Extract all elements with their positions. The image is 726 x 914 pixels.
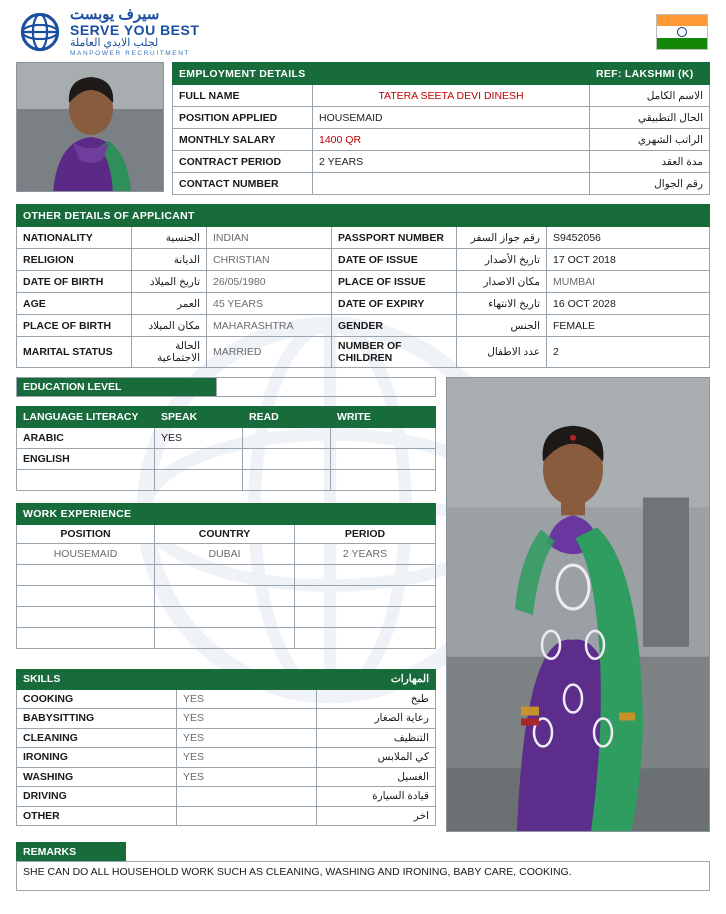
skill-driving-label: DRIVING xyxy=(17,787,177,807)
brand-arabic-secondary: لجلب الايدي العاملة xyxy=(70,37,159,50)
table-row xyxy=(173,151,710,173)
work-position-value xyxy=(17,628,155,649)
employment-band xyxy=(173,63,710,85)
work-position-value: HOUSEMAID xyxy=(17,544,155,565)
date-of-expiry-value: 16 OCT 2028 xyxy=(547,293,710,315)
table-row xyxy=(17,293,710,315)
table-row xyxy=(17,315,710,337)
skill-washing-value: YES xyxy=(177,767,317,787)
contact-number-value xyxy=(313,173,590,195)
language-literacy-header: LANGUAGE LITERACY xyxy=(17,407,155,428)
passport-number-value: S9452056 xyxy=(547,227,710,249)
table-row xyxy=(17,271,710,293)
company-logo xyxy=(18,7,199,57)
date-of-issue-arabic: تاريخ الأصدار xyxy=(457,249,547,271)
read-header: READ xyxy=(243,407,331,428)
passport-number-label: PASSPORT NUMBER xyxy=(332,227,457,249)
skill-cooking-arabic: طبخ xyxy=(317,689,436,709)
india-flag-icon xyxy=(656,14,708,50)
place-of-birth-label: PLACE OF BIRTH xyxy=(17,315,132,337)
employment-details-table xyxy=(172,62,710,195)
nationality-arabic: الجنسية xyxy=(132,227,207,249)
middle-left-column xyxy=(16,377,436,826)
work-period-value xyxy=(295,628,436,649)
middle-section xyxy=(16,377,710,832)
work-experience-band xyxy=(17,504,436,525)
date-of-expiry-label: DATE OF EXPIRY xyxy=(332,293,457,315)
gender-arabic: الجنس xyxy=(457,315,547,337)
monthly-salary-value: 1400 QR xyxy=(313,129,590,151)
full-name-value: TATERA SEETA DEVI DINESH xyxy=(313,85,590,107)
table-row xyxy=(17,728,436,748)
marital-status-label: MARITAL STATUS xyxy=(17,337,132,368)
place-of-issue-arabic: مكان الاصدار xyxy=(457,271,547,293)
work-country-value xyxy=(155,586,295,607)
date-of-expiry-arabic: تاريخ الانتهاء xyxy=(457,293,547,315)
brand-arabic: سيرف يوبست xyxy=(70,5,160,23)
skill-cleaning-label: CLEANING xyxy=(17,728,177,748)
work-experience-table xyxy=(16,503,436,649)
applicant-photo-large xyxy=(446,377,710,832)
date-of-issue-value: 17 OCT 2018 xyxy=(547,249,710,271)
skill-other-value xyxy=(177,806,317,826)
skill-ironing-value: YES xyxy=(177,748,317,768)
work-position-value xyxy=(17,607,155,628)
language-empty-speak xyxy=(155,470,243,491)
age-arabic: العمر xyxy=(132,293,207,315)
monthly-salary-arabic: الراتب الشهري xyxy=(590,129,710,151)
table-row xyxy=(17,249,710,271)
nationality-label: NATIONALITY xyxy=(17,227,132,249)
work-country-value xyxy=(155,628,295,649)
position-applied-arabic: الحال التطبيقي xyxy=(590,107,710,129)
date-of-birth-label: DATE OF BIRTH xyxy=(17,271,132,293)
age-label: AGE xyxy=(17,293,132,315)
position-header: POSITION xyxy=(17,525,155,544)
contact-number-arabic: رقم الجوال xyxy=(590,173,710,195)
nationality-value: INDIAN xyxy=(207,227,332,249)
skill-babysitting-value: YES xyxy=(177,709,317,729)
language-arabic-speak: YES xyxy=(155,428,243,449)
contact-number-label: CONTACT NUMBER xyxy=(173,173,313,195)
table-row xyxy=(17,586,436,607)
number-of-children-label: NUMBER OF CHILDREN xyxy=(332,337,457,368)
work-period-value xyxy=(295,565,436,586)
education-level-row xyxy=(16,377,436,397)
table-header-row xyxy=(17,407,436,428)
skill-babysitting-arabic: رعاية الصغار xyxy=(317,709,436,729)
position-applied-label: POSITION APPLIED xyxy=(173,107,313,129)
work-period-value xyxy=(295,607,436,628)
other-details-band-title: OTHER DETAILS OF APPLICANT xyxy=(17,205,710,227)
table-row xyxy=(17,428,436,449)
gender-label: GENDER xyxy=(332,315,457,337)
language-english-speak xyxy=(155,449,243,470)
language-literacy-table xyxy=(16,406,436,491)
work-period-value xyxy=(295,586,436,607)
work-country-value: DUBAI xyxy=(155,544,295,565)
skills-band-arabic: المهارات xyxy=(317,670,436,690)
skill-other-arabic: اخر xyxy=(317,806,436,826)
place-of-issue-value: MUMBAI xyxy=(547,271,710,293)
table-row xyxy=(17,565,436,586)
language-arabic-write xyxy=(331,428,436,449)
skill-driving-arabic: قيادة السيارة xyxy=(317,787,436,807)
language-arabic-read xyxy=(243,428,331,449)
work-period-value: 2 YEARS xyxy=(295,544,436,565)
language-empty-label xyxy=(17,470,155,491)
language-arabic-label: ARABIC xyxy=(17,428,155,449)
passport-number-arabic: رقم جواز السفر xyxy=(457,227,547,249)
period-header: PERIOD xyxy=(295,525,436,544)
skills-table xyxy=(16,669,436,826)
write-header: WRITE xyxy=(331,407,436,428)
contract-period-value: 2 YEARS xyxy=(313,151,590,173)
table-row xyxy=(173,85,710,107)
globe-icon xyxy=(18,10,62,54)
skill-driving-value xyxy=(177,787,317,807)
education-level-value xyxy=(217,378,435,396)
date-of-birth-arabic: تاريخ الميلاد xyxy=(132,271,207,293)
work-experience-band-title: WORK EXPERIENCE xyxy=(17,504,436,525)
skill-washing-label: WASHING xyxy=(17,767,177,787)
place-of-issue-label: PLACE OF ISSUE xyxy=(332,271,457,293)
language-english-write xyxy=(331,449,436,470)
date-of-issue-label: DATE OF ISSUE xyxy=(332,249,457,271)
applicant-photo-small xyxy=(16,62,164,192)
language-empty-write xyxy=(331,470,436,491)
full-name-arabic: الاسم الكامل xyxy=(590,85,710,107)
date-of-birth-value: 26/05/1980 xyxy=(207,271,332,293)
work-position-value xyxy=(17,586,155,607)
other-details-section xyxy=(16,204,710,368)
place-of-birth-arabic: مكان الميلاد xyxy=(132,315,207,337)
table-row xyxy=(17,470,436,491)
contract-period-label: CONTRACT PERIOD xyxy=(173,151,313,173)
gender-value: FEMALE xyxy=(547,315,710,337)
marital-status-arabic: الحالة الاجتماعية xyxy=(132,337,207,368)
table-row xyxy=(17,449,436,470)
document-header xyxy=(16,0,710,62)
remarks-text: SHE CAN DO ALL HOUSEHOLD WORK SUCH AS CLEANING, WASHING AND IRONING, BABY CARE, COOKING. xyxy=(16,861,710,891)
skill-ironing-label: IRONING xyxy=(17,748,177,768)
table-row xyxy=(173,129,710,151)
position-applied-value: HOUSEMAID xyxy=(313,107,590,129)
table-row xyxy=(17,806,436,826)
table-row xyxy=(173,173,710,195)
table-row xyxy=(17,748,436,768)
table-header-row xyxy=(17,525,436,544)
table-row xyxy=(17,628,436,649)
skill-washing-arabic: الغسيل xyxy=(317,767,436,787)
age-value: 45 YEARS xyxy=(207,293,332,315)
monthly-salary-label: MONTHLY SALARY xyxy=(173,129,313,151)
full-name-label: FULL NAME xyxy=(173,85,313,107)
table-row xyxy=(17,337,710,368)
other-details-band xyxy=(17,205,710,227)
education-level-label: EDUCATION LEVEL xyxy=(17,378,217,396)
language-empty-read xyxy=(243,470,331,491)
language-english-read xyxy=(243,449,331,470)
work-country-value xyxy=(155,565,295,586)
skill-cleaning-value: YES xyxy=(177,728,317,748)
religion-value: CHRISTIAN xyxy=(207,249,332,271)
skill-cooking-value: YES xyxy=(177,689,317,709)
speak-header: SPEAK xyxy=(155,407,243,428)
brand-subtitle: MANPOWER RECRUITMENT xyxy=(70,50,191,58)
skill-cleaning-arabic: التنظيف xyxy=(317,728,436,748)
skill-cooking-label: COOKING xyxy=(17,689,177,709)
employment-band-title: EMPLOYMENT DETAILS xyxy=(173,63,590,85)
skill-ironing-arabic: كي الملابس xyxy=(317,748,436,768)
country-header: COUNTRY xyxy=(155,525,295,544)
remarks-band-title: REMARKS xyxy=(16,842,126,861)
other-details-table xyxy=(16,204,710,368)
table-row xyxy=(17,607,436,628)
contract-period-arabic: مدة العقد xyxy=(590,151,710,173)
remarks-section xyxy=(16,842,710,891)
skills-band-title: SKILLS xyxy=(17,670,317,690)
table-row xyxy=(17,709,436,729)
number-of-children-value: 2 xyxy=(547,337,710,368)
marital-status-value: MARRIED xyxy=(207,337,332,368)
skills-band xyxy=(17,670,436,690)
table-row xyxy=(17,767,436,787)
religion-arabic: الديانة xyxy=(132,249,207,271)
table-row xyxy=(17,787,436,807)
language-english-label: ENGLISH xyxy=(17,449,155,470)
employment-section xyxy=(16,62,710,195)
table-row xyxy=(17,689,436,709)
table-row xyxy=(17,544,436,565)
work-country-value xyxy=(155,607,295,628)
table-row xyxy=(173,107,710,129)
skill-babysitting-label: BABYSITTING xyxy=(17,709,177,729)
table-row xyxy=(17,227,710,249)
skill-other-label: OTHER xyxy=(17,806,177,826)
brand-english: SERVE YOU BEST xyxy=(70,22,200,39)
number-of-children-arabic: عدد الاطفال xyxy=(457,337,547,368)
place-of-birth-value: MAHARASHTRA xyxy=(207,315,332,337)
religion-label: RELIGION xyxy=(17,249,132,271)
employment-ref: REF: LAKSHMI (K) xyxy=(590,63,710,85)
work-position-value xyxy=(17,565,155,586)
